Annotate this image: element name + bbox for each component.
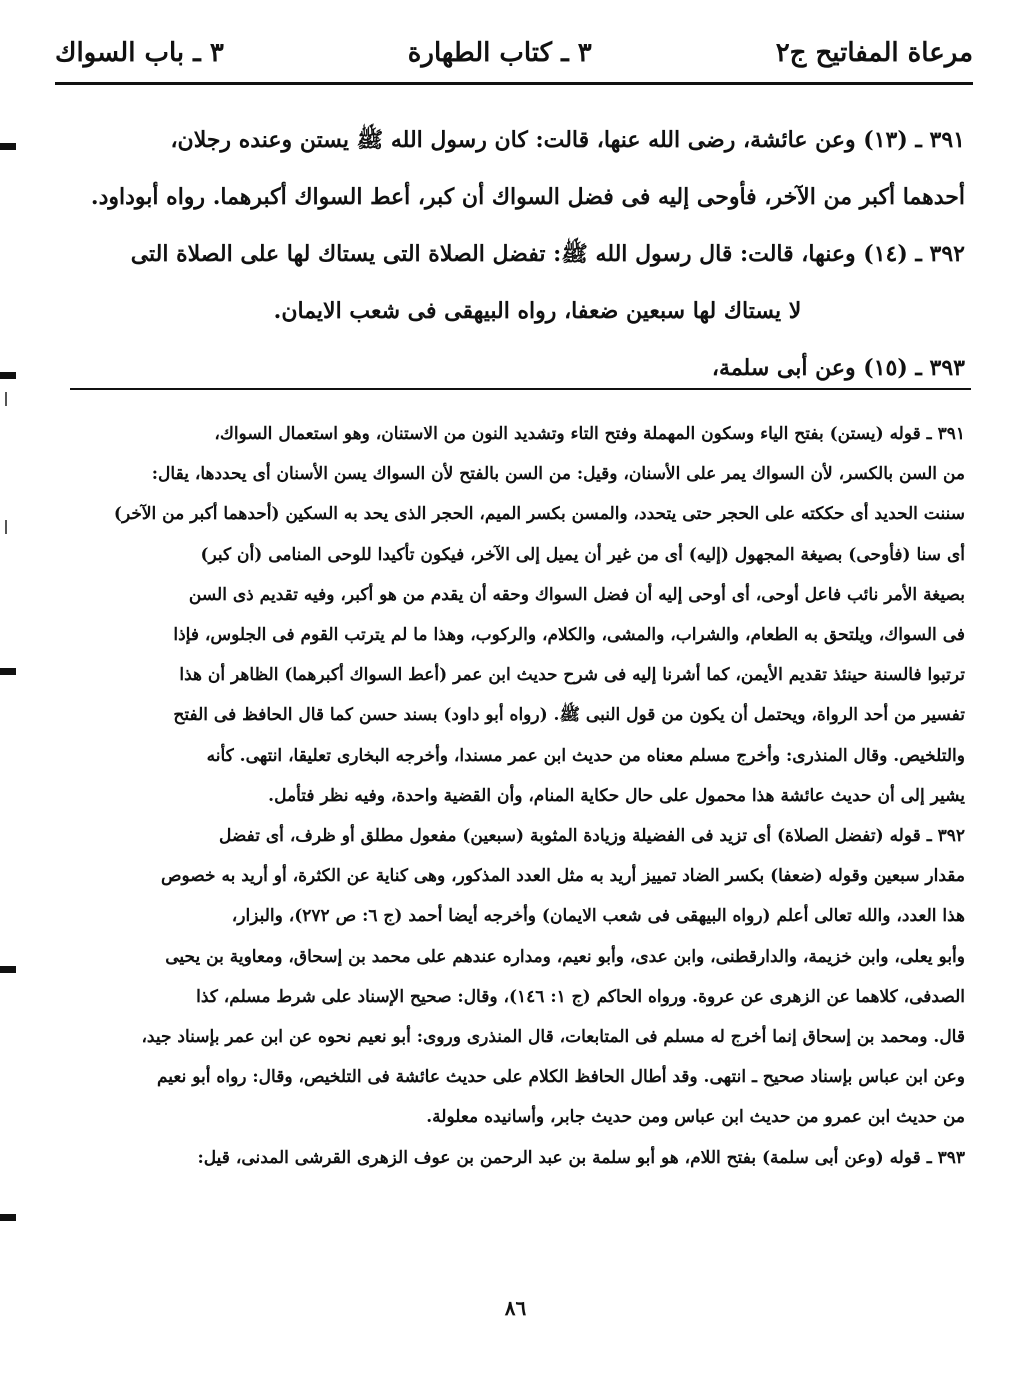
commentary-line: أى سنا (فأوحى) بصيغة المجهول (إليه) أى من غير أن يميل إلى الآخر، فيكون تأكيدا للوحى المنامى (أن كبر) bbox=[200, 544, 965, 565]
commentary-line: يشير إلى أن حديث عائشة هذا محمول على حال حكاية المنام، وأن القضية واحدة، وفيه نظر فتأمل. bbox=[268, 785, 965, 806]
hadith-line: ٣٩٣ ـ (١٥) وعن أبى سلمة، bbox=[711, 355, 965, 381]
commentary-line: قال. ومحمد بن إسحاق إنما أخرج له مسلم فى المتابعات، قال المنذرى وروى: أبو نعيم نحوه عن ابن عمر بإسناد جيد، bbox=[141, 1027, 965, 1048]
commentary-line: ٣٩٢ ـ قوله (تفضل الصلاة) أى تزيد فى الفضيلة وزيادة المثوبة (سبعين) مفعول مطلق أو ظرف، أى تفضل bbox=[219, 826, 965, 847]
commentary-line: تفسير من أحد الرواة، ويحتمل أن يكون من قول النبى ﷺ. (رواه أبو داود) بسند حسن كما قال الحافظ فى الفتح bbox=[173, 705, 965, 726]
hadith-line: ٣٩١ ـ (١٣) وعن عائشة، رضى الله عنها، قالت: كان رسول الله ﷺ يستن وعنده رجلان، bbox=[170, 127, 965, 153]
commentary-line: من حديث ابن عمرو من حديث ابن عباس ومن حديث جابر، وأسانيده معلولة. bbox=[426, 1107, 965, 1128]
scan-margin-tick bbox=[5, 392, 7, 406]
commentary-line: ٣٩١ ـ قوله (يستن) بفتح الياء وسكون المهملة وفتح التاء وتشديد النون من الاستنان، وهو استعمال السواك، bbox=[214, 424, 965, 444]
commentary-line: ترتبوا فالسنة حينئذ تقديم الأيمن، كما أشرنا إليه فى شرح حديث ابن عمر (أعط السواك أكبرهما) الظاهر أن هذا bbox=[179, 665, 965, 686]
running-header bbox=[55, 28, 973, 78]
hadith-line: أحدهما أكبر من الآخر، فأوحى إليه فى فضل السواك أن كبر، أعط السواك أكبرهما. رواه أبوداود. bbox=[90, 184, 965, 210]
header-section: ٣ ـ باب السواك bbox=[55, 38, 224, 68]
scan-margin-mark bbox=[0, 372, 16, 379]
hadith-line: لا يستاك لها سبعين ضعفا، رواه البيهقى فى شعب الايمان. bbox=[273, 298, 802, 324]
commentary-line: سننت الحديد أى حككته على الحجر حتى يتحدد، والمسن بكسر الميم، الحجر الذى يحد به السكين (أحدهما أكبر من الآخر) bbox=[113, 504, 965, 525]
scan-margin-mark bbox=[0, 966, 16, 973]
commentary-line: فى السواك، ويلتحق به الطعام، والشراب، والمشى، والكلام، والركوب، وهذا ما لم يترتب القوم فى الجلوس، فإذا bbox=[173, 625, 965, 646]
page-number: ٨٦ bbox=[504, 1296, 527, 1320]
scan-margin-tick bbox=[5, 520, 7, 534]
commentary-line: ٣٩٣ ـ قوله (وعن أبى سلمة) بفتح اللام، هو أبو سلمة بن عبد الرحمن بن عوف الزهرى القرشى المدنى، قيل: bbox=[197, 1147, 965, 1168]
scan-margin-mark bbox=[0, 143, 16, 150]
commentary-line: الصدفى، كلاهما عن الزهرى عن عروة. ورواه الحاكم (ج ١: ١٤٦)، وقال: صحيح الإسناد على شرط مسلم، كذا bbox=[196, 986, 965, 1007]
header-rule bbox=[55, 82, 973, 85]
hadith-text bbox=[70, 112, 965, 397]
commentary-line: والتلخيص. وقال المنذرى: وأخرج مسلم معناه من حديث ابن عمر مسندا، وأخرجه البخارى تعليقا، انتهى. كأنه bbox=[206, 745, 965, 766]
scan-margin-mark bbox=[0, 668, 16, 675]
commentary-line: وأبو يعلى، وابن خزيمة، والدارقطنى، وابن عدى، وأبو نعيم، ومداره عندهم على محمد بن إسحاق، ومعاوية بن يحيى bbox=[165, 946, 965, 967]
commentary-line: هذا العدد، والله تعالى أعلم (رواه البيهقى فى شعب الايمان) وأخرجه أيضا أحمد (ج ٦: ص ٢٧٢)، والبزار، bbox=[231, 906, 965, 927]
commentary-line: وعن ابن عباس بإسناد صحيح ـ انتهى. وقد أطال الحافظ الكلام على حديث عائشة فى التلخيص، وقال: رواه أبو نعيم bbox=[156, 1067, 965, 1088]
commentary-line: بصيغة الأمر نائب فاعل أوحى، أى أوحى إليه أن فضل السواك وحقه أن يقدم من هو أكبر، وفيه تقديم ذى السن bbox=[188, 584, 965, 605]
header-book-title: مرعاة المفاتيح ج٢ bbox=[775, 38, 973, 68]
hadith-line: ٣٩٢ ـ (١٤) وعنها، قالت: قال رسول الله ﷺ: تفضل الصلاة التى يستاك لها على الصلاة التى bbox=[130, 241, 965, 267]
commentary-text bbox=[68, 414, 965, 1178]
scan-margin-mark bbox=[0, 1214, 16, 1221]
commentary-line: مقدار سبعين وقوله (ضعفا) بكسر الضاد تمييز أريد به مثل العدد المذكور، وهى كناية عن الكثرة، أو أريد به خصوص bbox=[160, 866, 965, 887]
header-chapter: ٣ ـ كتاب الطهارة bbox=[407, 38, 592, 68]
section-separator bbox=[70, 388, 971, 390]
commentary-line: من السن بالكسر، لأن السواك يمر على الأسنان، وقيل: من السن بالفتح لأن السواك يسن الأسنان أى يحددها، يقال: bbox=[151, 464, 965, 485]
